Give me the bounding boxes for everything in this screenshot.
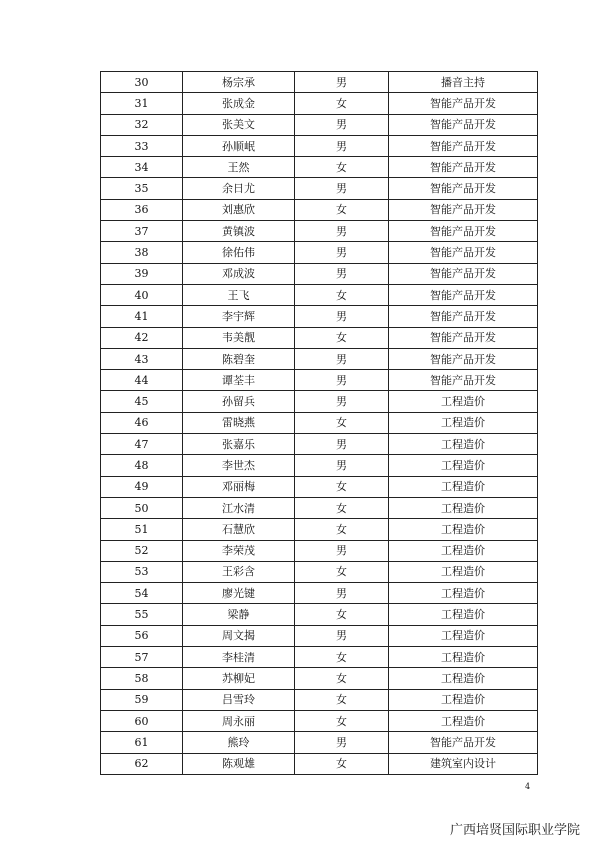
cell-gender: 女 — [295, 519, 389, 540]
cell-number: 46 — [101, 412, 183, 433]
cell-gender: 女 — [295, 476, 389, 497]
cell-gender: 男 — [295, 306, 389, 327]
cell-major: 工程造价 — [389, 583, 538, 604]
table-row — [101, 221, 538, 242]
cell-major: 智能产品开发 — [389, 284, 538, 305]
cell-gender: 女 — [295, 647, 389, 668]
cell-gender: 男 — [295, 434, 389, 455]
table-row — [101, 370, 538, 391]
cell-number: 32 — [101, 114, 183, 135]
cell-number: 47 — [101, 434, 183, 455]
cell-number: 52 — [101, 540, 183, 561]
cell-name: 余日尤 — [183, 178, 295, 199]
table-row — [101, 93, 538, 114]
cell-major: 智能产品开发 — [389, 242, 538, 263]
cell-name: 吕雪玲 — [183, 689, 295, 710]
cell-number: 58 — [101, 668, 183, 689]
cell-major: 工程造价 — [389, 391, 538, 412]
cell-number: 42 — [101, 327, 183, 348]
cell-number: 53 — [101, 561, 183, 582]
cell-major: 智能产品开发 — [389, 306, 538, 327]
cell-gender: 男 — [295, 114, 389, 135]
cell-number: 50 — [101, 497, 183, 518]
cell-gender: 男 — [295, 391, 389, 412]
roster-table-body — [101, 72, 538, 775]
cell-name: 王飞 — [183, 284, 295, 305]
cell-number: 60 — [101, 710, 183, 731]
cell-major: 工程造价 — [389, 476, 538, 497]
cell-major: 智能产品开发 — [389, 370, 538, 391]
cell-major: 智能产品开发 — [389, 348, 538, 369]
table-row — [101, 561, 538, 582]
cell-number: 34 — [101, 157, 183, 178]
cell-gender: 男 — [295, 625, 389, 646]
cell-gender: 男 — [295, 583, 389, 604]
cell-number: 37 — [101, 221, 183, 242]
table-row — [101, 753, 538, 774]
cell-name: 梁静 — [183, 604, 295, 625]
cell-major: 工程造价 — [389, 434, 538, 455]
table-row — [101, 668, 538, 689]
cell-major: 智能产品开发 — [389, 263, 538, 284]
cell-number: 33 — [101, 135, 183, 156]
cell-name: 杨宗承 — [183, 72, 295, 93]
table-row — [101, 476, 538, 497]
cell-gender: 男 — [295, 455, 389, 476]
cell-number: 40 — [101, 284, 183, 305]
cell-major: 工程造价 — [389, 689, 538, 710]
table-row — [101, 284, 538, 305]
cell-number: 41 — [101, 306, 183, 327]
cell-name: 刘惠欣 — [183, 199, 295, 220]
cell-number: 45 — [101, 391, 183, 412]
table-row — [101, 519, 538, 540]
cell-gender: 女 — [295, 668, 389, 689]
cell-number: 36 — [101, 199, 183, 220]
table-row — [101, 348, 538, 369]
table-row — [101, 114, 538, 135]
cell-name: 陈碧奎 — [183, 348, 295, 369]
cell-gender: 女 — [295, 753, 389, 774]
table-row — [101, 178, 538, 199]
cell-major: 智能产品开发 — [389, 114, 538, 135]
table-row — [101, 497, 538, 518]
cell-gender: 男 — [295, 135, 389, 156]
cell-name: 张美文 — [183, 114, 295, 135]
cell-major: 工程造价 — [389, 540, 538, 561]
cell-gender: 女 — [295, 199, 389, 220]
cell-major: 智能产品开发 — [389, 199, 538, 220]
cell-major: 智能产品开发 — [389, 221, 538, 242]
cell-number: 61 — [101, 732, 183, 753]
cell-gender: 女 — [295, 689, 389, 710]
cell-name: 张成金 — [183, 93, 295, 114]
cell-gender: 男 — [295, 221, 389, 242]
cell-name: 陈观雄 — [183, 753, 295, 774]
table-row — [101, 157, 538, 178]
cell-major: 工程造价 — [389, 497, 538, 518]
cell-major: 工程造价 — [389, 710, 538, 731]
cell-name: 廖光键 — [183, 583, 295, 604]
cell-number: 35 — [101, 178, 183, 199]
cell-gender: 男 — [295, 540, 389, 561]
table-row — [101, 327, 538, 348]
cell-name: 雷晓燕 — [183, 412, 295, 433]
cell-number: 30 — [101, 72, 183, 93]
cell-name: 李世杰 — [183, 455, 295, 476]
cell-number: 43 — [101, 348, 183, 369]
cell-gender: 女 — [295, 604, 389, 625]
table-row — [101, 647, 538, 668]
cell-name: 周永丽 — [183, 710, 295, 731]
institution-watermark: 广西培贤国际职业学院 — [449, 823, 580, 838]
table-row — [101, 434, 538, 455]
cell-name: 孙留兵 — [183, 391, 295, 412]
cell-major: 工程造价 — [389, 647, 538, 668]
cell-gender: 男 — [295, 242, 389, 263]
cell-major: 智能产品开发 — [389, 157, 538, 178]
table-row — [101, 583, 538, 604]
cell-name: 李荣茂 — [183, 540, 295, 561]
cell-gender: 男 — [295, 178, 389, 199]
cell-name: 张嘉乐 — [183, 434, 295, 455]
cell-name: 江水清 — [183, 497, 295, 518]
table-row — [101, 625, 538, 646]
cell-name: 徐佑伟 — [183, 242, 295, 263]
table-row — [101, 412, 538, 433]
cell-gender: 女 — [295, 284, 389, 305]
cell-major: 工程造价 — [389, 561, 538, 582]
cell-number: 48 — [101, 455, 183, 476]
table-row — [101, 199, 538, 220]
cell-major: 智能产品开发 — [389, 732, 538, 753]
cell-number: 39 — [101, 263, 183, 284]
table-row — [101, 689, 538, 710]
table-row — [101, 391, 538, 412]
cell-name: 王彩含 — [183, 561, 295, 582]
table-row — [101, 710, 538, 731]
cell-name: 韦美靓 — [183, 327, 295, 348]
table-row — [101, 540, 538, 561]
cell-major: 工程造价 — [389, 519, 538, 540]
cell-name: 苏柳妃 — [183, 668, 295, 689]
cell-gender: 女 — [295, 497, 389, 518]
table-row — [101, 263, 538, 284]
cell-major: 工程造价 — [389, 604, 538, 625]
cell-gender: 男 — [295, 72, 389, 93]
cell-number: 57 — [101, 647, 183, 668]
cell-major: 工程造价 — [389, 412, 538, 433]
cell-gender: 女 — [295, 327, 389, 348]
cell-major: 工程造价 — [389, 668, 538, 689]
roster-table — [100, 71, 538, 775]
table-row — [101, 72, 538, 93]
table-row — [101, 242, 538, 263]
cell-major: 工程造价 — [389, 625, 538, 646]
cell-name: 孙顺岷 — [183, 135, 295, 156]
cell-name: 邓成波 — [183, 263, 295, 284]
table-row — [101, 604, 538, 625]
cell-gender: 女 — [295, 710, 389, 731]
cell-name: 邓丽梅 — [183, 476, 295, 497]
page-number: 4 — [525, 782, 531, 791]
cell-number: 62 — [101, 753, 183, 774]
cell-name: 黄镇波 — [183, 221, 295, 242]
cell-name: 熊玲 — [183, 732, 295, 753]
cell-gender: 男 — [295, 348, 389, 369]
cell-major: 建筑室内设计 — [389, 753, 538, 774]
table-row — [101, 455, 538, 476]
cell-major: 智能产品开发 — [389, 178, 538, 199]
cell-number: 55 — [101, 604, 183, 625]
cell-gender: 女 — [295, 157, 389, 178]
cell-major: 智能产品开发 — [389, 327, 538, 348]
table-row — [101, 306, 538, 327]
cell-name: 周文揭 — [183, 625, 295, 646]
cell-name: 李宇辉 — [183, 306, 295, 327]
cell-number: 56 — [101, 625, 183, 646]
cell-gender: 女 — [295, 93, 389, 114]
cell-name: 石慧欣 — [183, 519, 295, 540]
cell-number: 38 — [101, 242, 183, 263]
cell-gender: 男 — [295, 263, 389, 284]
cell-major: 工程造价 — [389, 455, 538, 476]
cell-name: 谭荃丰 — [183, 370, 295, 391]
cell-number: 59 — [101, 689, 183, 710]
table-row — [101, 135, 538, 156]
cell-gender: 女 — [295, 561, 389, 582]
cell-number: 49 — [101, 476, 183, 497]
cell-gender: 女 — [295, 412, 389, 433]
cell-name: 王然 — [183, 157, 295, 178]
cell-number: 54 — [101, 583, 183, 604]
cell-name: 李桂清 — [183, 647, 295, 668]
cell-number: 51 — [101, 519, 183, 540]
cell-number: 31 — [101, 93, 183, 114]
cell-major: 智能产品开发 — [389, 93, 538, 114]
table-row — [101, 732, 538, 753]
cell-number: 44 — [101, 370, 183, 391]
cell-major: 智能产品开发 — [389, 135, 538, 156]
cell-major: 播音主持 — [389, 72, 538, 93]
cell-gender: 男 — [295, 732, 389, 753]
cell-gender: 男 — [295, 370, 389, 391]
